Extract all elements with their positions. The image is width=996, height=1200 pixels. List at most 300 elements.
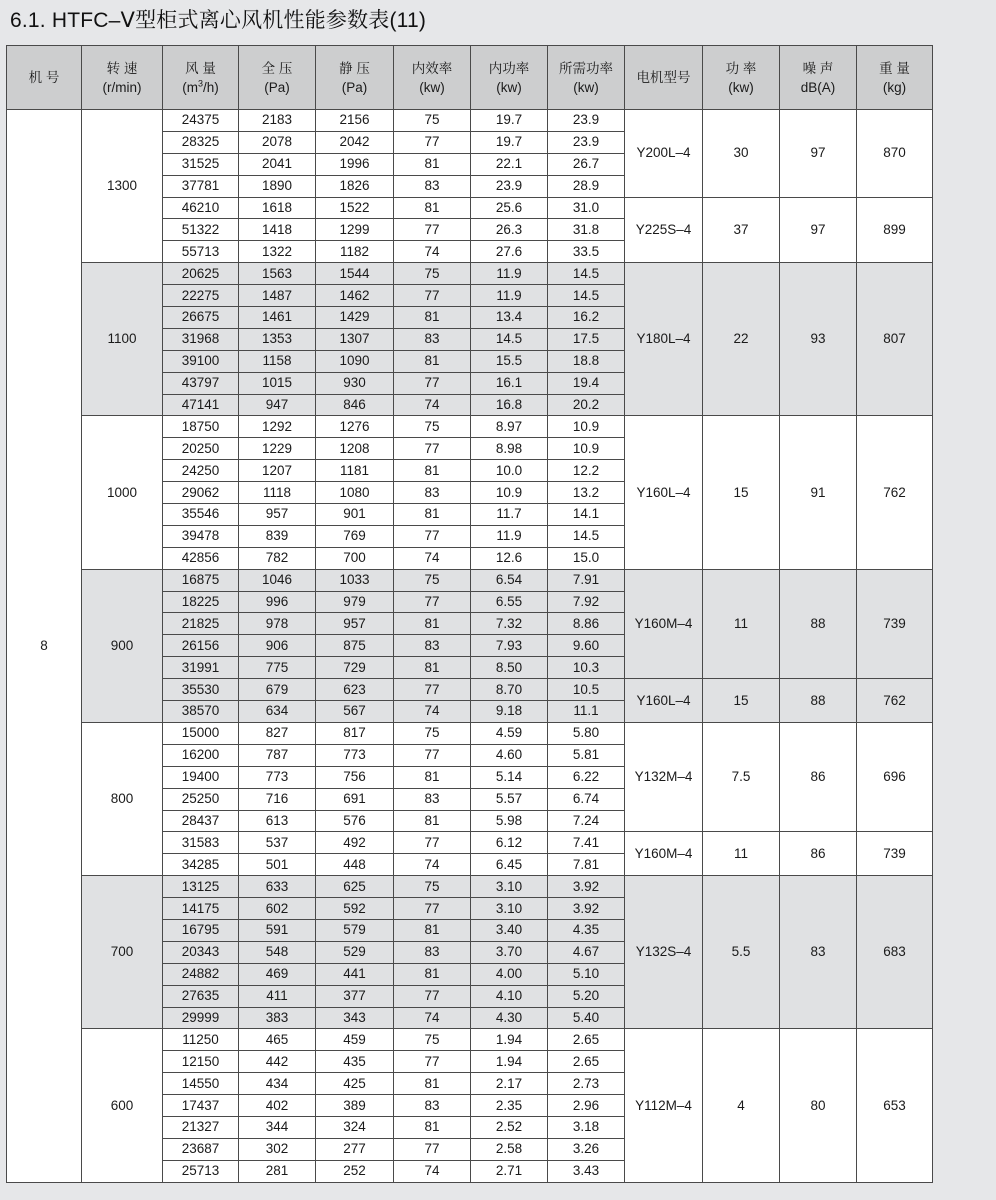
weight-cell: 739 <box>857 569 933 678</box>
motor-power-cell: 11 <box>703 569 780 678</box>
efficiency-cell: 74 <box>394 241 471 263</box>
internal-power-cell: 2.35 <box>471 1095 548 1117</box>
required-power-cell: 7.41 <box>548 832 625 854</box>
motor-model-cell: Y132S–4 <box>625 876 703 1029</box>
static-pressure-cell: 324 <box>316 1116 394 1138</box>
airflow-cell: 19400 <box>163 766 239 788</box>
total-pressure-cell: 787 <box>239 744 316 766</box>
required-power-cell: 2.73 <box>548 1073 625 1095</box>
static-pressure-cell: 252 <box>316 1160 394 1182</box>
airflow-cell: 21825 <box>163 613 239 635</box>
internal-power-cell: 14.5 <box>471 328 548 350</box>
required-power-cell: 3.18 <box>548 1116 625 1138</box>
motor-model-cell: Y160M–4 <box>625 569 703 678</box>
motor-model-cell: Y225S–4 <box>625 197 703 263</box>
total-pressure-cell: 775 <box>239 657 316 679</box>
efficiency-cell: 77 <box>394 219 471 241</box>
efficiency-cell: 74 <box>394 1160 471 1182</box>
static-pressure-cell: 1544 <box>316 263 394 285</box>
speed-cell: 600 <box>82 1029 163 1182</box>
motor-model-cell: Y160L–4 <box>625 679 703 723</box>
motor-power-cell: 11 <box>703 832 780 876</box>
airflow-cell: 26675 <box>163 307 239 329</box>
airflow-cell: 24375 <box>163 110 239 132</box>
internal-power-cell: 6.55 <box>471 591 548 613</box>
required-power-cell: 3.26 <box>548 1138 625 1160</box>
efficiency-cell: 77 <box>394 525 471 547</box>
static-pressure-cell: 817 <box>316 722 394 744</box>
page-title: 6.1. HTFC–Ⅴ型柜式离心风机性能参数表(11) <box>10 9 427 32</box>
internal-power-cell: 1.94 <box>471 1051 548 1073</box>
efficiency-cell: 81 <box>394 919 471 941</box>
efficiency-cell: 77 <box>394 832 471 854</box>
airflow-cell: 18225 <box>163 591 239 613</box>
airflow-cell: 51322 <box>163 219 239 241</box>
static-pressure-cell: 492 <box>316 832 394 854</box>
machine-number-cell: 8 <box>7 110 82 1183</box>
static-pressure-cell: 277 <box>316 1138 394 1160</box>
column-header <box>780 46 857 110</box>
static-pressure-cell: 1208 <box>316 438 394 460</box>
total-pressure-cell: 782 <box>239 547 316 569</box>
noise-cell: 97 <box>780 197 857 263</box>
table-header-row <box>7 46 933 110</box>
airflow-cell: 21327 <box>163 1116 239 1138</box>
efficiency-cell: 77 <box>394 898 471 920</box>
weight-cell: 762 <box>857 679 933 723</box>
efficiency-cell: 81 <box>394 963 471 985</box>
static-pressure-cell: 459 <box>316 1029 394 1051</box>
airflow-cell: 20250 <box>163 438 239 460</box>
internal-power-cell: 3.40 <box>471 919 548 941</box>
total-pressure-cell: 1353 <box>239 328 316 350</box>
required-power-cell: 2.96 <box>548 1095 625 1117</box>
motor-model-cell: Y160M–4 <box>625 832 703 876</box>
column-header-unit-tail: /h) <box>203 79 219 95</box>
required-power-cell: 31.8 <box>548 219 625 241</box>
static-pressure-cell: 1182 <box>316 241 394 263</box>
required-power-cell: 5.81 <box>548 744 625 766</box>
efficiency-cell: 81 <box>394 657 471 679</box>
total-pressure-cell: 996 <box>239 591 316 613</box>
static-pressure-cell: 769 <box>316 525 394 547</box>
required-power-cell: 10.5 <box>548 679 625 701</box>
column-header-unit: (r/min) <box>102 79 142 95</box>
required-power-cell: 3.92 <box>548 876 625 898</box>
total-pressure-cell: 281 <box>239 1160 316 1182</box>
column-header-label: 机 号 <box>28 70 60 85</box>
column-header-label: 全 压 <box>261 60 293 76</box>
required-power-cell: 15.0 <box>548 547 625 569</box>
static-pressure-cell: 756 <box>316 766 394 788</box>
static-pressure-cell: 2042 <box>316 131 394 153</box>
airflow-cell: 16795 <box>163 919 239 941</box>
internal-power-cell: 12.6 <box>471 547 548 569</box>
internal-power-cell: 15.5 <box>471 350 548 372</box>
internal-power-cell: 6.45 <box>471 854 548 876</box>
internal-power-cell: 23.9 <box>471 175 548 197</box>
airflow-cell: 14175 <box>163 898 239 920</box>
required-power-cell: 3.43 <box>548 1160 625 1182</box>
airflow-cell: 55713 <box>163 241 239 263</box>
weight-cell: 739 <box>857 832 933 876</box>
total-pressure-cell: 839 <box>239 525 316 547</box>
internal-power-cell: 25.6 <box>471 197 548 219</box>
total-pressure-cell: 411 <box>239 985 316 1007</box>
column-header-label: 重 量 <box>879 60 910 76</box>
motor-power-cell: 15 <box>703 679 780 723</box>
column-header <box>625 46 703 110</box>
internal-power-cell: 1.94 <box>471 1029 548 1051</box>
noise-cell: 86 <box>780 722 857 831</box>
total-pressure-cell: 1207 <box>239 460 316 482</box>
motor-model-cell: Y180L–4 <box>625 263 703 416</box>
required-power-cell: 5.20 <box>548 985 625 1007</box>
efficiency-cell: 83 <box>394 941 471 963</box>
static-pressure-cell: 441 <box>316 963 394 985</box>
speed-cell: 800 <box>82 722 163 875</box>
weight-cell: 653 <box>857 1029 933 1182</box>
required-power-cell: 14.5 <box>548 263 625 285</box>
total-pressure-cell: 1890 <box>239 175 316 197</box>
efficiency-cell: 74 <box>394 547 471 569</box>
weight-cell: 762 <box>857 416 933 569</box>
table-row <box>7 722 933 744</box>
static-pressure-cell: 700 <box>316 547 394 569</box>
total-pressure-cell: 1292 <box>239 416 316 438</box>
motor-power-cell: 5.5 <box>703 876 780 1029</box>
static-pressure-cell: 389 <box>316 1095 394 1117</box>
column-header <box>163 46 239 110</box>
static-pressure-cell: 1307 <box>316 328 394 350</box>
column-header-unit: (kg) <box>882 79 907 95</box>
table-row <box>7 416 933 438</box>
column-header-label: 电机型号 <box>636 70 691 85</box>
internal-power-cell: 4.60 <box>471 744 548 766</box>
static-pressure-cell: 623 <box>316 679 394 701</box>
total-pressure-cell: 1418 <box>239 219 316 241</box>
required-power-cell: 5.10 <box>548 963 625 985</box>
noise-cell: 83 <box>780 876 857 1029</box>
static-pressure-cell: 1181 <box>316 460 394 482</box>
required-power-cell: 8.86 <box>548 613 625 635</box>
total-pressure-cell: 465 <box>239 1029 316 1051</box>
required-power-cell: 5.40 <box>548 1007 625 1029</box>
required-power-cell: 28.9 <box>548 175 625 197</box>
total-pressure-cell: 2183 <box>239 110 316 132</box>
table-row <box>7 876 933 898</box>
total-pressure-cell: 548 <box>239 941 316 963</box>
internal-power-cell: 2.17 <box>471 1073 548 1095</box>
efficiency-cell: 75 <box>394 1029 471 1051</box>
airflow-cell: 11250 <box>163 1029 239 1051</box>
total-pressure-cell: 1322 <box>239 241 316 263</box>
total-pressure-cell: 633 <box>239 876 316 898</box>
total-pressure-cell: 469 <box>239 963 316 985</box>
required-power-cell: 20.2 <box>548 394 625 416</box>
required-power-cell: 10.9 <box>548 416 625 438</box>
internal-power-cell: 16.1 <box>471 372 548 394</box>
efficiency-cell: 83 <box>394 1095 471 1117</box>
airflow-cell: 25713 <box>163 1160 239 1182</box>
static-pressure-cell: 1429 <box>316 307 394 329</box>
airflow-cell: 26156 <box>163 635 239 657</box>
static-pressure-cell: 448 <box>316 854 394 876</box>
total-pressure-cell: 716 <box>239 788 316 810</box>
airflow-cell: 22275 <box>163 285 239 307</box>
efficiency-cell: 81 <box>394 460 471 482</box>
efficiency-cell: 81 <box>394 350 471 372</box>
efficiency-cell: 81 <box>394 504 471 526</box>
internal-power-cell: 9.18 <box>471 701 548 723</box>
static-pressure-cell: 875 <box>316 635 394 657</box>
total-pressure-cell: 906 <box>239 635 316 657</box>
required-power-cell: 26.7 <box>548 153 625 175</box>
required-power-cell: 4.35 <box>548 919 625 941</box>
efficiency-cell: 74 <box>394 854 471 876</box>
internal-power-cell: 22.1 <box>471 153 548 175</box>
required-power-cell: 4.67 <box>548 941 625 963</box>
efficiency-cell: 75 <box>394 569 471 591</box>
required-power-cell: 33.5 <box>548 241 625 263</box>
required-power-cell: 18.8 <box>548 350 625 372</box>
internal-power-cell: 2.52 <box>471 1116 548 1138</box>
efficiency-cell: 83 <box>394 175 471 197</box>
efficiency-cell: 74 <box>394 394 471 416</box>
total-pressure-cell: 1158 <box>239 350 316 372</box>
column-header <box>703 46 780 110</box>
internal-power-cell: 16.8 <box>471 394 548 416</box>
static-pressure-cell: 691 <box>316 788 394 810</box>
weight-cell: 807 <box>857 263 933 416</box>
airflow-cell: 16875 <box>163 569 239 591</box>
motor-model-cell: Y112M–4 <box>625 1029 703 1182</box>
table-row <box>7 110 933 132</box>
weight-cell: 696 <box>857 722 933 831</box>
airflow-cell: 37781 <box>163 175 239 197</box>
required-power-cell: 11.1 <box>548 701 625 723</box>
internal-power-cell: 27.6 <box>471 241 548 263</box>
total-pressure-cell: 537 <box>239 832 316 854</box>
efficiency-cell: 74 <box>394 1007 471 1029</box>
internal-power-cell: 7.93 <box>471 635 548 657</box>
table-row <box>7 263 933 285</box>
total-pressure-cell: 1229 <box>239 438 316 460</box>
motor-power-cell: 15 <box>703 416 780 569</box>
total-pressure-cell: 2041 <box>239 153 316 175</box>
column-header-label: 所需功率 <box>559 60 613 76</box>
airflow-cell: 35530 <box>163 679 239 701</box>
internal-power-cell: 13.4 <box>471 307 548 329</box>
internal-power-cell: 6.54 <box>471 569 548 591</box>
noise-cell: 88 <box>780 679 857 723</box>
required-power-cell: 7.81 <box>548 854 625 876</box>
table-row <box>7 569 933 591</box>
speed-cell: 1100 <box>82 263 163 416</box>
efficiency-cell: 77 <box>394 679 471 701</box>
airflow-cell: 38570 <box>163 701 239 723</box>
column-header-unit-sup: 3 <box>197 78 203 88</box>
column-header-label: 转 速 <box>106 60 138 76</box>
column-header-unit: (kw) <box>496 79 522 95</box>
static-pressure-cell: 957 <box>316 613 394 635</box>
required-power-cell: 13.2 <box>548 482 625 504</box>
column-header-label: 内效率 <box>411 60 453 76</box>
required-power-cell: 2.65 <box>548 1029 625 1051</box>
internal-power-cell: 5.98 <box>471 810 548 832</box>
required-power-cell: 31.0 <box>548 197 625 219</box>
efficiency-cell: 81 <box>394 307 471 329</box>
efficiency-cell: 77 <box>394 285 471 307</box>
internal-power-cell: 4.10 <box>471 985 548 1007</box>
airflow-cell: 42856 <box>163 547 239 569</box>
noise-cell: 97 <box>780 110 857 198</box>
static-pressure-cell: 592 <box>316 898 394 920</box>
motor-power-cell: 37 <box>703 197 780 263</box>
efficiency-cell: 75 <box>394 876 471 898</box>
required-power-cell: 7.24 <box>548 810 625 832</box>
required-power-cell: 14.5 <box>548 525 625 547</box>
airflow-cell: 25250 <box>163 788 239 810</box>
efficiency-cell: 83 <box>394 635 471 657</box>
internal-power-cell: 8.50 <box>471 657 548 679</box>
internal-power-cell: 11.9 <box>471 525 548 547</box>
total-pressure-cell: 591 <box>239 919 316 941</box>
internal-power-cell: 10.0 <box>471 460 548 482</box>
airflow-cell: 29062 <box>163 482 239 504</box>
total-pressure-cell: 602 <box>239 898 316 920</box>
static-pressure-cell: 930 <box>316 372 394 394</box>
static-pressure-cell: 1462 <box>316 285 394 307</box>
airflow-cell: 47141 <box>163 394 239 416</box>
internal-power-cell: 7.32 <box>471 613 548 635</box>
column-header-label: 内功率 <box>488 60 530 76</box>
column-header-unit: (kw) <box>728 79 754 95</box>
noise-cell: 86 <box>780 832 857 876</box>
efficiency-cell: 75 <box>394 110 471 132</box>
required-power-cell: 14.1 <box>548 504 625 526</box>
airflow-cell: 24882 <box>163 963 239 985</box>
internal-power-cell: 3.10 <box>471 898 548 920</box>
efficiency-cell: 81 <box>394 1073 471 1095</box>
column-header <box>7 46 82 110</box>
static-pressure-cell: 1826 <box>316 175 394 197</box>
static-pressure-cell: 425 <box>316 1073 394 1095</box>
total-pressure-cell: 442 <box>239 1051 316 1073</box>
airflow-cell: 34285 <box>163 854 239 876</box>
airflow-cell: 16200 <box>163 744 239 766</box>
required-power-cell: 10.9 <box>548 438 625 460</box>
static-pressure-cell: 729 <box>316 657 394 679</box>
required-power-cell: 9.60 <box>548 635 625 657</box>
airflow-cell: 20625 <box>163 263 239 285</box>
noise-cell: 80 <box>780 1029 857 1182</box>
airflow-cell: 39478 <box>163 525 239 547</box>
total-pressure-cell: 947 <box>239 394 316 416</box>
airflow-cell: 43797 <box>163 372 239 394</box>
internal-power-cell: 6.12 <box>471 832 548 854</box>
internal-power-cell: 11.9 <box>471 263 548 285</box>
efficiency-cell: 77 <box>394 985 471 1007</box>
total-pressure-cell: 1563 <box>239 263 316 285</box>
total-pressure-cell: 1461 <box>239 307 316 329</box>
airflow-cell: 28325 <box>163 131 239 153</box>
efficiency-cell: 81 <box>394 613 471 635</box>
efficiency-cell: 77 <box>394 438 471 460</box>
airflow-cell: 31583 <box>163 832 239 854</box>
required-power-cell: 19.4 <box>548 372 625 394</box>
table-row <box>7 1029 933 1051</box>
total-pressure-cell: 302 <box>239 1138 316 1160</box>
efficiency-cell: 75 <box>394 722 471 744</box>
total-pressure-cell: 501 <box>239 854 316 876</box>
static-pressure-cell: 576 <box>316 810 394 832</box>
column-header-label: 噪 声 <box>802 60 834 76</box>
total-pressure-cell: 402 <box>239 1095 316 1117</box>
internal-power-cell: 26.3 <box>471 219 548 241</box>
internal-power-cell: 4.59 <box>471 722 548 744</box>
motor-power-cell: 7.5 <box>703 722 780 831</box>
motor-power-cell: 22 <box>703 263 780 416</box>
column-header-unit: dB(A) <box>800 79 836 95</box>
column-header-label: 功 率 <box>725 60 757 76</box>
static-pressure-cell: 901 <box>316 504 394 526</box>
noise-cell: 91 <box>780 416 857 569</box>
efficiency-cell: 77 <box>394 744 471 766</box>
static-pressure-cell: 377 <box>316 985 394 1007</box>
weight-cell: 870 <box>857 110 933 198</box>
airflow-cell: 12150 <box>163 1051 239 1073</box>
required-power-cell: 7.92 <box>548 591 625 613</box>
static-pressure-cell: 1080 <box>316 482 394 504</box>
required-power-cell: 3.92 <box>548 898 625 920</box>
efficiency-cell: 74 <box>394 701 471 723</box>
static-pressure-cell: 979 <box>316 591 394 613</box>
efficiency-cell: 83 <box>394 328 471 350</box>
required-power-cell: 16.2 <box>548 307 625 329</box>
total-pressure-cell: 978 <box>239 613 316 635</box>
column-header <box>239 46 316 110</box>
column-header-unit: (Pa) <box>264 79 290 95</box>
efficiency-cell: 83 <box>394 788 471 810</box>
efficiency-cell: 81 <box>394 1116 471 1138</box>
static-pressure-cell: 773 <box>316 744 394 766</box>
airflow-cell: 14550 <box>163 1073 239 1095</box>
fan-performance-table <box>6 45 933 1183</box>
motor-model-cell: Y132M–4 <box>625 722 703 831</box>
total-pressure-cell: 679 <box>239 679 316 701</box>
total-pressure-cell: 1046 <box>239 569 316 591</box>
internal-power-cell: 19.7 <box>471 110 548 132</box>
total-pressure-cell: 1487 <box>239 285 316 307</box>
static-pressure-cell: 579 <box>316 919 394 941</box>
efficiency-cell: 75 <box>394 416 471 438</box>
required-power-cell: 23.9 <box>548 110 625 132</box>
noise-cell: 93 <box>780 263 857 416</box>
static-pressure-cell: 1522 <box>316 197 394 219</box>
static-pressure-cell: 1299 <box>316 219 394 241</box>
airflow-cell: 13125 <box>163 876 239 898</box>
internal-power-cell: 4.00 <box>471 963 548 985</box>
internal-power-cell: 8.70 <box>471 679 548 701</box>
internal-power-cell: 8.97 <box>471 416 548 438</box>
internal-power-cell: 11.7 <box>471 504 548 526</box>
static-pressure-cell: 567 <box>316 701 394 723</box>
required-power-cell: 17.5 <box>548 328 625 350</box>
airflow-cell: 15000 <box>163 722 239 744</box>
total-pressure-cell: 634 <box>239 701 316 723</box>
internal-power-cell: 3.70 <box>471 941 548 963</box>
